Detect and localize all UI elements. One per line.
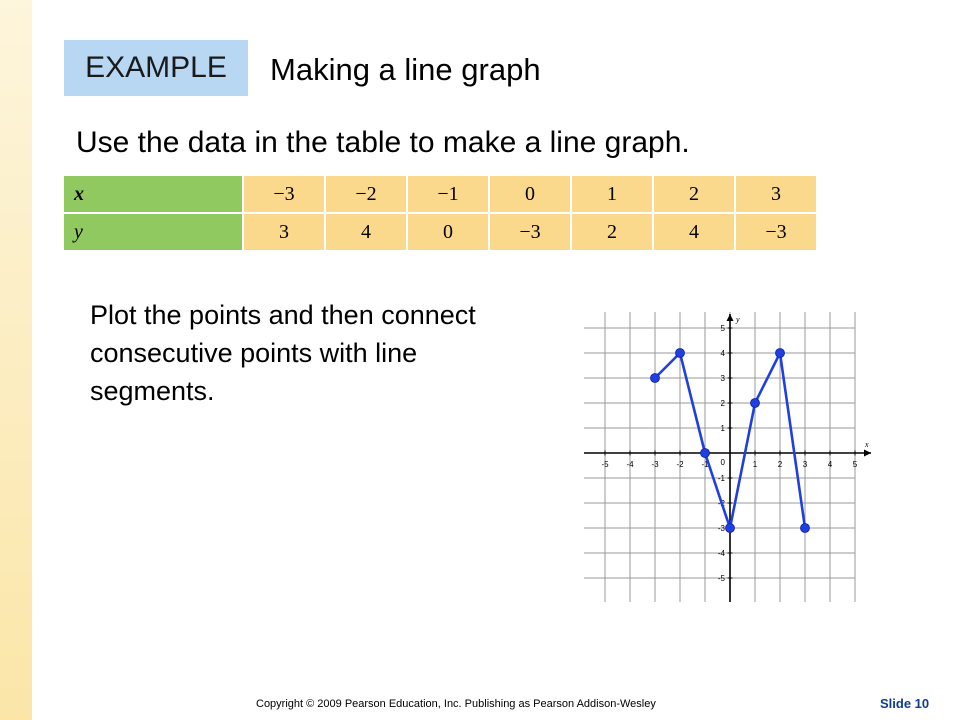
data-point bbox=[751, 399, 760, 408]
y-tick-label: -1 bbox=[717, 474, 725, 483]
y-tick-label: 1 bbox=[720, 424, 725, 433]
copyright-footer: Copyright © 2009 Pearson Education, Inc. Publishing as Pearson Addison-Wesley bbox=[256, 698, 656, 710]
table-cell: −3 bbox=[489, 213, 571, 251]
table-cell: 2 bbox=[571, 213, 653, 251]
row-label: y bbox=[64, 213, 243, 251]
table-cell: −1 bbox=[407, 176, 489, 213]
left-accent-bar bbox=[0, 0, 32, 720]
x-tick-label: 4 bbox=[827, 460, 833, 469]
y-tick-label: 4 bbox=[720, 349, 725, 358]
table-cell: 2 bbox=[653, 176, 735, 213]
y-tick-label: 5 bbox=[720, 324, 725, 333]
data-point bbox=[701, 449, 710, 458]
data-point bbox=[676, 349, 685, 358]
table-cell: −2 bbox=[325, 176, 407, 213]
table-cell: 3 bbox=[735, 176, 817, 213]
table-cell: 1 bbox=[571, 176, 653, 213]
y-tick-label: 3 bbox=[720, 374, 725, 383]
table-cell: 4 bbox=[325, 213, 407, 251]
instruction-text: Use the data in the table to make a line graph. bbox=[76, 126, 690, 159]
table-row-y bbox=[64, 213, 817, 251]
y-tick-label: -3 bbox=[717, 524, 725, 533]
x-tick-label: 3 bbox=[802, 460, 808, 469]
x-tick-label: 5 bbox=[852, 460, 858, 469]
table-cell: 4 bbox=[653, 213, 735, 251]
data-table bbox=[64, 176, 818, 252]
example-tag: EXAMPLE bbox=[64, 40, 248, 96]
x-tick-label: -4 bbox=[626, 460, 634, 469]
table-cell: −3 bbox=[735, 213, 817, 251]
plot-instructions: Plot the points and then connect consecutive points with line segments. bbox=[90, 300, 476, 406]
x-tick-label: 2 bbox=[777, 460, 783, 469]
coordinate-graph bbox=[584, 312, 880, 602]
y-tick-label: -5 bbox=[717, 574, 725, 583]
x-tick-label: -2 bbox=[676, 460, 684, 469]
slide-number: Slide 10 bbox=[880, 696, 930, 711]
table-cell: 0 bbox=[489, 176, 571, 213]
origin-label: 0 bbox=[720, 458, 725, 467]
table-cell: −3 bbox=[243, 176, 325, 213]
x-tick-label: -3 bbox=[651, 460, 659, 469]
x-tick-label: 1 bbox=[752, 460, 758, 469]
data-point bbox=[776, 349, 785, 358]
slide-heading: Making a line graph bbox=[270, 52, 541, 87]
data-point bbox=[651, 374, 660, 383]
table-row-x bbox=[64, 176, 817, 213]
data-point bbox=[801, 524, 810, 533]
data-point bbox=[726, 524, 735, 533]
y-tick-label: 2 bbox=[720, 399, 725, 408]
y-tick-label: -2 bbox=[717, 499, 725, 508]
x-axis-arrow-icon bbox=[864, 450, 871, 457]
x-axis-label: x bbox=[865, 440, 869, 449]
y-axis-arrow-icon bbox=[727, 314, 734, 321]
y-tick-label: -4 bbox=[717, 549, 725, 558]
table-cell: 0 bbox=[407, 213, 489, 251]
x-tick-label: -5 bbox=[601, 460, 609, 469]
y-axis-label: y bbox=[736, 315, 740, 324]
row-label: x bbox=[64, 176, 243, 213]
table-cell: 3 bbox=[243, 213, 325, 251]
x-tick-label: -1 bbox=[701, 460, 709, 469]
